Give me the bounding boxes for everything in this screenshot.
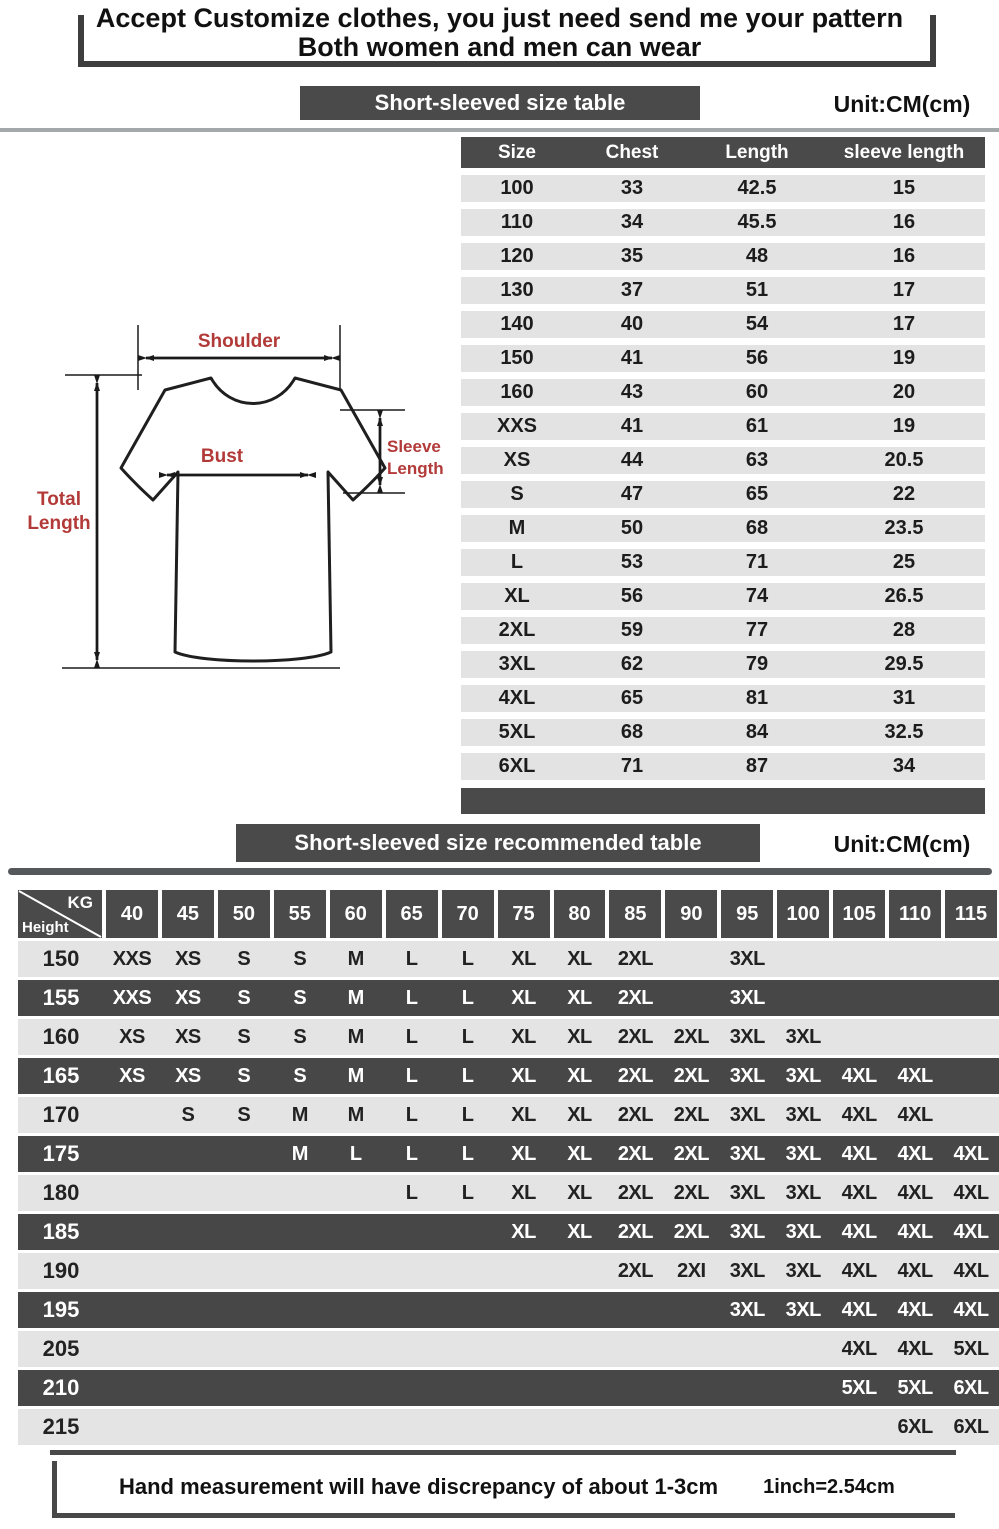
size-table-row xyxy=(461,481,985,508)
size-table-cell: 51 xyxy=(745,279,769,301)
size-table-cell: 20 xyxy=(892,381,916,403)
weight-column-header: 110 xyxy=(889,890,941,938)
size-table-row xyxy=(461,209,985,236)
recommend-table-row xyxy=(18,941,999,977)
size-table-cell: 16 xyxy=(892,211,916,233)
size-table-cell: 56 xyxy=(620,585,644,607)
recommend-size-cell: XL xyxy=(511,1025,536,1048)
recommend-size-cell: 4XL xyxy=(841,1298,877,1321)
height-row-label: 190 xyxy=(42,1258,80,1283)
size-table-cell: 42.5 xyxy=(737,177,777,199)
recommend-size-cell: 5XL xyxy=(841,1376,877,1399)
size-table-cell: 53 xyxy=(620,551,644,573)
size-table-cell: 19 xyxy=(892,415,916,437)
sleeve-length-label-line2: Length xyxy=(387,459,444,478)
size-table-cell: 79 xyxy=(745,653,769,675)
height-row-label: 155 xyxy=(42,985,80,1010)
recommend-table-row xyxy=(18,980,999,1016)
size-table-row xyxy=(461,549,985,576)
recommend-size-cell: 3XL xyxy=(785,1103,821,1126)
recommend-size-cell: 3XL xyxy=(785,1181,821,1204)
recommend-size-cell: L xyxy=(405,1025,418,1048)
size-table-row xyxy=(461,719,985,746)
banner-line2: Both women and men can wear xyxy=(297,32,702,62)
size-table-cell: 140 xyxy=(500,313,534,335)
size-table-column-header: Size xyxy=(497,141,537,163)
recommend-size-cell: XL xyxy=(567,1220,592,1243)
recommend-size-cell: 4XL xyxy=(841,1142,877,1165)
recommend-size-cell: 4XL xyxy=(897,1337,933,1360)
recommend-size-cell: XL xyxy=(511,1181,536,1204)
weight-column-header: 115 xyxy=(945,890,997,938)
recommend-size-cell: 3XL xyxy=(785,1064,821,1087)
recommend-size-cell: 4XL xyxy=(953,1298,989,1321)
recommend-size-cell: 3XL xyxy=(729,1025,765,1048)
sleeve-length-label-line1: Sleeve xyxy=(387,437,441,456)
recommend-size-cell: 6XL xyxy=(953,1376,989,1399)
recommend-size-cell: 3XL xyxy=(729,1142,765,1165)
size-table-cell: 33 xyxy=(620,177,644,199)
size-table-cell: 100 xyxy=(500,177,534,199)
recommend-size-cell: L xyxy=(405,1181,418,1204)
size-table-cell: 20.5 xyxy=(884,449,924,471)
size-table-cell: 25 xyxy=(892,551,916,573)
size-table-cell: 17 xyxy=(892,279,916,301)
tshirt-outline xyxy=(121,378,385,661)
size-table-cell: M xyxy=(508,517,526,539)
section1-unit: Unit:CM(cm) xyxy=(833,91,971,117)
size-table-cell: 68 xyxy=(620,721,644,743)
recommend-size-cell: L xyxy=(461,1142,474,1165)
recommend-size-cell: M xyxy=(347,1025,364,1048)
size-table-cell: 5XL xyxy=(498,721,536,743)
height-row-label: 215 xyxy=(42,1414,80,1439)
size-table-cell: XS xyxy=(503,449,531,471)
recommend-size-cell: 4XL xyxy=(897,1103,933,1126)
recommend-size-cell: S xyxy=(181,1103,195,1126)
banner xyxy=(0,4,999,62)
recommend-size-cell: 3XL xyxy=(729,1220,765,1243)
size-table-cell: 32.5 xyxy=(884,721,924,743)
recommend-size-cell: 2XL xyxy=(617,1103,653,1126)
recommend-size-cell: 2XL xyxy=(617,1064,653,1087)
size-table-cell: 61 xyxy=(745,415,769,437)
footer-note-box xyxy=(52,1461,955,1518)
height-row-label: 150 xyxy=(42,946,80,971)
weight-column-header: 85 xyxy=(609,890,661,938)
recommend-table-row xyxy=(18,1370,999,1406)
recommend-size-cell: 4XL xyxy=(841,1181,877,1204)
size-table-cell: 59 xyxy=(620,619,644,641)
size-table-row xyxy=(461,753,985,780)
recommend-size-cell: S xyxy=(237,1025,251,1048)
size-table-cell: 71 xyxy=(620,755,644,777)
size-table-row xyxy=(461,277,985,304)
recommend-size-cell: 2XL xyxy=(617,1142,653,1165)
recommend-size-cell: 2XL xyxy=(673,1103,709,1126)
size-table-cell: 110 xyxy=(500,211,534,233)
recommend-size-cell: L xyxy=(461,1181,474,1204)
recommend-size-cell: M xyxy=(347,1064,364,1087)
shoulder-label: Shoulder xyxy=(197,331,281,352)
footer-separator-line xyxy=(50,1450,956,1455)
recommend-size-cell: L xyxy=(461,947,474,970)
recommend-size-cell: 3XL xyxy=(785,1025,821,1048)
recommend-size-cell: XL xyxy=(511,947,536,970)
recommend-size-cell: 3XL xyxy=(729,986,765,1009)
recommend-size-cell: 2XI xyxy=(677,1259,706,1282)
size-table-row xyxy=(461,311,985,338)
size-table-cell: 28 xyxy=(892,619,916,641)
recommend-size-cell: XS xyxy=(175,1064,201,1087)
size-table-cell: 29.5 xyxy=(884,653,924,675)
weight-column-header: 80 xyxy=(554,890,606,938)
height-row-label: 205 xyxy=(42,1336,80,1361)
header-divider-line xyxy=(0,128,999,132)
size-table-cell: 130 xyxy=(500,279,534,301)
recommend-size-cell: L xyxy=(461,1064,474,1087)
size-table-cell: XXS xyxy=(496,415,538,437)
height-row-label: 185 xyxy=(42,1219,80,1244)
recommend-size-cell: 3XL xyxy=(729,1181,765,1204)
size-table-row xyxy=(461,175,985,202)
weight-column-header: 60 xyxy=(330,890,382,938)
size-table-cell: 54 xyxy=(745,313,769,335)
recommend-size-cell: 3XL xyxy=(729,1259,765,1282)
size-table-cell: 65 xyxy=(620,687,644,709)
recommend-size-cell: M xyxy=(347,947,364,970)
size-table-cell: 6XL xyxy=(498,755,536,777)
recommend-size-cell: 3XL xyxy=(785,1142,821,1165)
recommend-size-cell: L xyxy=(461,986,474,1009)
weight-column-header: 55 xyxy=(274,890,326,938)
size-table-cell: 77 xyxy=(745,619,769,641)
height-row-label: 165 xyxy=(42,1063,80,1088)
size-table-cell: 26.5 xyxy=(884,585,924,607)
weight-column-header: 100 xyxy=(777,890,829,938)
size-table-cell: 62 xyxy=(620,653,644,675)
recommend-size-cell: 4XL xyxy=(841,1064,877,1087)
recommend-size-cell: XXS xyxy=(112,986,152,1009)
size-table-footer-bar xyxy=(461,788,985,814)
recommend-size-cell: 3XL xyxy=(785,1259,821,1282)
recommend-size-cell: 4XL xyxy=(841,1220,877,1243)
size-table-cell: 71 xyxy=(745,551,769,573)
size-table-row xyxy=(461,413,985,440)
size-table-cell: 41 xyxy=(620,347,644,369)
size-table-cell: 150 xyxy=(500,347,534,369)
recommend-size-cell: 4XL xyxy=(897,1064,933,1087)
size-table-cell: 43 xyxy=(620,381,644,403)
recommend-size-cell: 2XL xyxy=(617,986,653,1009)
recommend-size-cell: 2XL xyxy=(673,1181,709,1204)
size-table-cell: 160 xyxy=(500,381,534,403)
recommend-size-cell: 6XL xyxy=(897,1415,933,1438)
recommend-size-cell: 4XL xyxy=(841,1103,877,1126)
recommend-size-cell: 2XL xyxy=(617,1259,653,1282)
size-table-cell: 45.5 xyxy=(737,211,777,233)
total-length-label-line2: Length xyxy=(27,513,91,534)
recommend-size-cell: 4XL xyxy=(953,1181,989,1204)
recommend-size-cell: XL xyxy=(567,947,592,970)
recommend-size-cell: S xyxy=(293,986,307,1009)
size-table-cell: 60 xyxy=(745,381,769,403)
size-table-row xyxy=(461,651,985,678)
recommend-size-cell: 6XL xyxy=(953,1415,989,1438)
recommend-size-cell: S xyxy=(293,1064,307,1087)
recommend-table-row xyxy=(18,1097,999,1133)
recommend-size-cell: XL xyxy=(567,1064,592,1087)
size-table-cell: 16 xyxy=(892,245,916,267)
size-table-cell: 44 xyxy=(620,449,644,471)
banner-line1: Accept Customize clothes, you just need send me your pattern xyxy=(95,3,904,33)
recommend-size-cell: 2XL xyxy=(617,1220,653,1243)
height-row-label: 175 xyxy=(42,1141,80,1166)
recommend-size-cell: XS xyxy=(175,986,201,1009)
recommend-size-cell: XL xyxy=(567,986,592,1009)
recommend-size-cell: 4XL xyxy=(897,1259,933,1282)
recommend-size-cell: 4XL xyxy=(897,1298,933,1321)
weight-column-header: 65 xyxy=(386,890,438,938)
recommend-table-header xyxy=(18,890,999,938)
size-table-header xyxy=(461,137,985,168)
size-table-cell: 23.5 xyxy=(884,517,924,539)
size-table-row xyxy=(461,685,985,712)
recommend-table-rows xyxy=(18,941,999,1445)
size-table-column-header: Length xyxy=(725,141,789,163)
recommend-size-cell: 4XL xyxy=(897,1220,933,1243)
size-table-cell: 37 xyxy=(620,279,644,301)
size-table-cell: 15 xyxy=(892,177,916,199)
recommend-size-cell: S xyxy=(237,1064,251,1087)
recommend-size-cell: L xyxy=(405,947,418,970)
section1-title: Short-sleeved size table xyxy=(300,86,700,120)
recommend-size-cell: 4XL xyxy=(897,1142,933,1165)
recommend-size-cell: S xyxy=(237,947,251,970)
recommend-size-cell: L xyxy=(461,1025,474,1048)
recommend-size-cell: XS xyxy=(175,1025,201,1048)
recommend-table-row xyxy=(18,1175,999,1211)
recommend-size-cell: L xyxy=(405,1142,418,1165)
recommend-size-cell: XL xyxy=(511,1142,536,1165)
recommend-size-cell: L xyxy=(461,1103,474,1126)
recommend-size-cell: XL xyxy=(567,1103,592,1126)
size-table-cell: 22 xyxy=(892,483,916,505)
recommend-size-cell: XL xyxy=(567,1181,592,1204)
recommend-size-cell: XL xyxy=(511,1220,536,1243)
recommend-size-cell: 3XL xyxy=(729,1103,765,1126)
recommend-size-cell: XL xyxy=(511,1103,536,1126)
size-table-cell: XL xyxy=(504,585,530,607)
weight-column-header: 90 xyxy=(665,890,717,938)
recommend-size-cell: XL xyxy=(567,1025,592,1048)
size-table-cell: 87 xyxy=(745,755,769,777)
weight-column-header: 75 xyxy=(498,890,550,938)
recommend-size-cell: M xyxy=(347,1103,364,1126)
recommend-size-cell: M xyxy=(291,1142,308,1165)
recommend-size-cell: 3XL xyxy=(729,1064,765,1087)
recommend-table-row xyxy=(18,1409,999,1445)
size-table-cell: 48 xyxy=(745,245,769,267)
size-table-cell: 34 xyxy=(620,211,644,233)
section2-divider-line xyxy=(8,868,992,875)
size-table-row xyxy=(461,583,985,610)
size-table-cell: 2XL xyxy=(498,619,536,641)
recommend-size-cell: 4XL xyxy=(897,1181,933,1204)
recommend-size-cell: XL xyxy=(567,1142,592,1165)
recommend-size-cell: 3XL xyxy=(729,1298,765,1321)
tshirt-diagram xyxy=(15,300,460,700)
size-table-cell: 40 xyxy=(620,313,644,335)
size-table-row xyxy=(461,515,985,542)
weight-column-header: 105 xyxy=(833,890,885,938)
recommend-size-cell: M xyxy=(347,986,364,1009)
size-table-row xyxy=(461,243,985,270)
recommend-size-cell: XS xyxy=(119,1025,145,1048)
size-table-cell: 50 xyxy=(620,517,644,539)
recommend-size-cell: 2XL xyxy=(617,947,653,970)
size-table-row xyxy=(461,379,985,406)
recommend-size-cell: 4XL xyxy=(841,1259,877,1282)
size-table-cell: 84 xyxy=(745,721,769,743)
weight-column-header: 45 xyxy=(162,890,214,938)
total-length-label-line1: Total xyxy=(37,489,81,510)
recommend-size-cell: L xyxy=(349,1142,362,1165)
recommend-size-cell: 2XL xyxy=(673,1025,709,1048)
recommend-table-row xyxy=(18,1058,999,1094)
recommend-size-cell: XL xyxy=(511,1064,536,1087)
recommend-size-cell: 4XL xyxy=(841,1337,877,1360)
recommend-table xyxy=(18,890,999,1448)
recommend-size-cell: 3XL xyxy=(785,1298,821,1321)
size-table-column-header: sleeve length xyxy=(843,141,965,163)
recommend-size-cell: 3XL xyxy=(785,1220,821,1243)
kg-height-corner-cell xyxy=(18,890,102,938)
recommend-size-cell: L xyxy=(405,1103,418,1126)
height-row-label: 195 xyxy=(42,1297,80,1322)
size-table-cell: 35 xyxy=(620,245,644,267)
size-table-cell: 81 xyxy=(745,687,769,709)
recommend-size-cell: 2XL xyxy=(673,1220,709,1243)
recommend-size-cell: 3XL xyxy=(729,947,765,970)
size-table-cell: 68 xyxy=(745,517,769,539)
recommend-size-cell: XXS xyxy=(112,947,152,970)
recommend-size-cell: 4XL xyxy=(953,1142,989,1165)
recommend-size-cell: 2XL xyxy=(673,1064,709,1087)
recommend-table-row xyxy=(18,1253,999,1289)
weight-column-header: 70 xyxy=(442,890,494,938)
size-table-cell: 34 xyxy=(892,755,916,777)
size-table-cell: S xyxy=(510,483,524,505)
size-table-cell: 3XL xyxy=(498,653,536,675)
measurement-note: Hand measurement will have discrepancy of about 1-3cm xyxy=(119,1474,719,1499)
recommend-size-cell: 4XL xyxy=(953,1259,989,1282)
section2-unit: Unit:CM(cm) xyxy=(833,831,971,857)
recommend-size-cell: 2XL xyxy=(617,1025,653,1048)
size-table-cell: 47 xyxy=(620,483,644,505)
weight-column-header: 95 xyxy=(721,890,773,938)
size-table-cell: 65 xyxy=(745,483,769,505)
weight-column-header: 40 xyxy=(106,890,158,938)
recommend-size-cell: S xyxy=(237,986,251,1009)
recommend-size-cell: 2XL xyxy=(673,1142,709,1165)
corner-height-label: Height xyxy=(22,919,69,936)
size-table-cell: 31 xyxy=(892,687,916,709)
recommend-size-cell: L xyxy=(405,1064,418,1087)
recommend-size-cell: S xyxy=(293,1025,307,1048)
size-table-cell: 120 xyxy=(500,245,534,267)
size-table-row xyxy=(461,617,985,644)
recommend-table-row xyxy=(18,1136,999,1172)
recommend-table-row xyxy=(18,1331,999,1367)
section2-title: Short-sleeved size recommended table xyxy=(236,824,760,862)
recommend-table-row xyxy=(18,1292,999,1328)
size-table-cell: 4XL xyxy=(498,687,536,709)
recommend-size-cell: 5XL xyxy=(953,1337,989,1360)
recommend-table-row xyxy=(18,1214,999,1250)
bust-label: Bust xyxy=(200,446,244,467)
recommend-size-cell: XS xyxy=(175,947,201,970)
recommend-size-cell: S xyxy=(293,947,307,970)
size-table xyxy=(461,137,985,814)
recommend-size-cell: 4XL xyxy=(953,1220,989,1243)
size-table-cell: L xyxy=(510,551,524,573)
size-table-cell: 19 xyxy=(892,347,916,369)
height-row-label: 160 xyxy=(42,1024,80,1049)
size-table-cell: 74 xyxy=(745,585,769,607)
recommend-size-cell: 5XL xyxy=(897,1376,933,1399)
recommend-size-cell: M xyxy=(291,1103,308,1126)
size-table-cell: 41 xyxy=(620,415,644,437)
size-table-cell: 17 xyxy=(892,313,916,335)
height-row-label: 180 xyxy=(42,1180,80,1205)
recommend-table-row xyxy=(18,1019,999,1055)
size-table-row xyxy=(461,345,985,372)
size-table-cell: 63 xyxy=(745,449,769,471)
size-table-rows xyxy=(461,175,985,780)
recommend-size-cell: 2XL xyxy=(617,1181,653,1204)
recommend-size-cell: S xyxy=(237,1103,251,1126)
size-table-column-header: Chest xyxy=(605,141,659,163)
corner-kg-label: KG xyxy=(67,893,93,912)
height-row-label: 170 xyxy=(42,1102,80,1127)
height-row-label: 210 xyxy=(42,1375,80,1400)
recommend-size-cell: XS xyxy=(119,1064,145,1087)
recommend-size-cell: L xyxy=(405,986,418,1009)
recommend-size-cell: XL xyxy=(511,986,536,1009)
inch-conversion-note: 1inch=2.54cm xyxy=(763,1475,895,1498)
size-table-cell: 56 xyxy=(745,347,769,369)
weight-column-header: 50 xyxy=(218,890,270,938)
size-table-row xyxy=(461,447,985,474)
